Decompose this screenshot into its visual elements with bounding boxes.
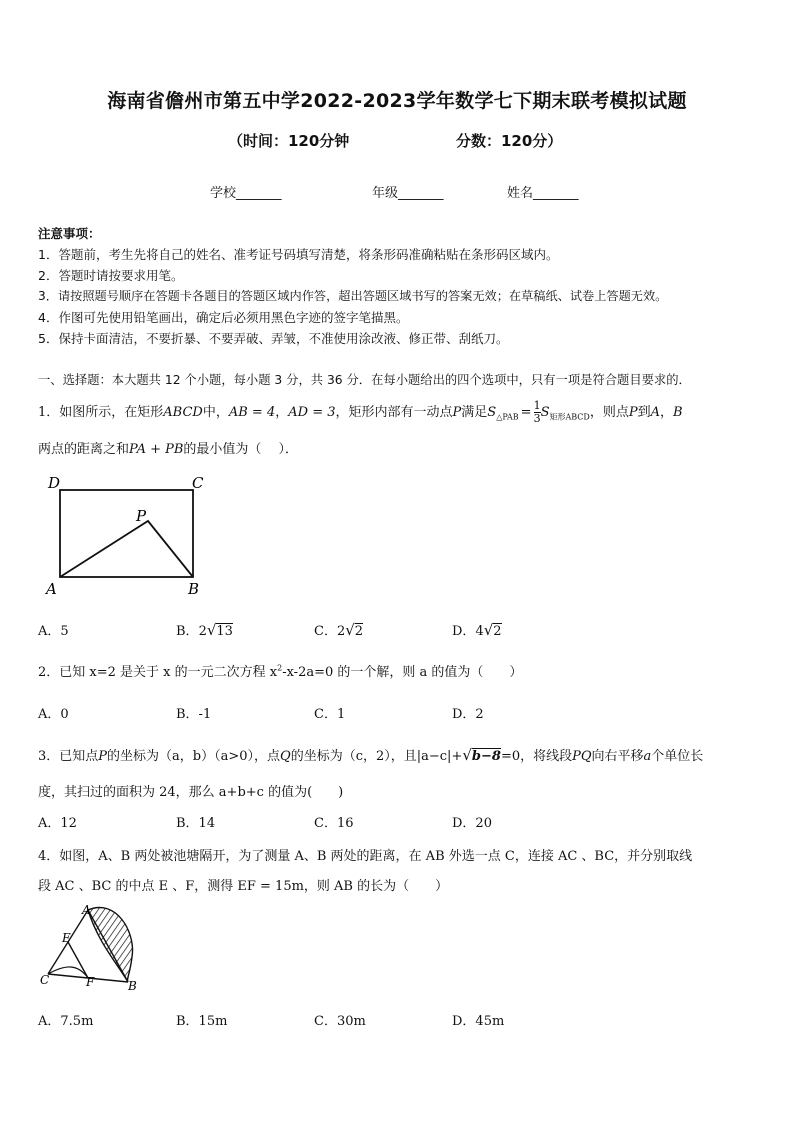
q1-text: ，矩形内部有一动点 bbox=[335, 405, 453, 420]
q1-text: 到 bbox=[637, 405, 651, 420]
label-a: A bbox=[82, 903, 91, 917]
q1-line1: 1．如图所示，在矩形ABCD中，AB = 4，AD = 3，矩形内部有一动点P满足$S_{\triangle PAB}$ = $\frac{1}{3}$ $S_{矩形ABCD}$，则点P到A，B bbox=[38, 399, 683, 425]
exam-time: （时间：120分钟 bbox=[228, 132, 350, 150]
grade-field[interactable]: 年级_______ bbox=[372, 186, 444, 201]
q1-ab: AB = 4 bbox=[228, 405, 276, 420]
q1-area-symbol: S bbox=[540, 405, 550, 420]
label-e: E bbox=[62, 931, 71, 945]
q4-option-b[interactable]: B．15m bbox=[176, 1014, 228, 1029]
exam-score: 分数：120分） bbox=[456, 132, 563, 150]
label-b: B bbox=[188, 580, 200, 596]
q1-area-sub: △PAB bbox=[496, 412, 519, 422]
notice-item: 3．请按照题号顺序在答题卡各题目的答题区域内作答，超出答题区域书写的答案无效；在草稿纸、试卷上答题无效。 bbox=[38, 289, 668, 303]
label-c: C bbox=[192, 474, 204, 492]
notice-item: 4．作图可先使用铅笔画出，确定后必须用黑色字迹的签字笔描黑。 bbox=[38, 310, 409, 325]
q1-text: 满足 bbox=[461, 405, 488, 420]
q3-line1: 3．已知点P的坐标为（a，b）（a>0），点Q的坐标为（c，2），且|a−c|+√b−8=0，将线段PQ向右平移a个单位长 bbox=[38, 746, 704, 764]
q2-option-b[interactable]: B．-1 bbox=[176, 707, 212, 722]
q2-option-a[interactable]: A．0 bbox=[38, 707, 69, 722]
q1-comma: ， bbox=[275, 405, 289, 420]
q2-stem: 2．已知 x=2 是关于 x 的一元二次方程 $x^2-x-2a=0$ 的一个解，则 a 的值为（ ） bbox=[38, 663, 523, 680]
section-heading: 一、选择题：本大题共 12 个小题，每小题 3 分，共 36 分．在每小题给出的四个选项中，只有一项是符合题目要求的． bbox=[38, 373, 691, 387]
label-a: A bbox=[46, 580, 57, 596]
q1-option-a[interactable]: A．5 bbox=[38, 624, 69, 639]
q1-eq: = bbox=[520, 405, 532, 420]
q3-option-a[interactable]: A．12 bbox=[38, 816, 77, 831]
q3-option-c[interactable]: C．16 bbox=[314, 816, 354, 831]
q4-figure bbox=[36, 902, 146, 994]
label-p: P bbox=[136, 507, 147, 525]
notice-item: 5．保持卡面清洁，不要折暴、不要弄破、弄皱，不准使用涂改液、修正带、刮纸刀。 bbox=[38, 331, 509, 346]
q1-fraction: $\frac{1}{3}$ bbox=[533, 399, 541, 425]
q1-expression: PA + PB bbox=[129, 442, 184, 457]
name-field[interactable]: 姓名_______ bbox=[507, 186, 579, 201]
q4-line2: 段 AC 、BC 的中点 E 、F，测得 EF = 15m，则 AB 的长为（ ） bbox=[38, 879, 449, 894]
label-b: B bbox=[128, 979, 137, 993]
label-d: D bbox=[48, 474, 61, 492]
label-f: F bbox=[86, 975, 95, 989]
q4-option-d[interactable]: D．45m bbox=[452, 1014, 505, 1029]
q1-point-a: A bbox=[650, 405, 660, 420]
q4-option-a[interactable]: A．7.5m bbox=[38, 1014, 94, 1029]
q2-option-c[interactable]: C．1 bbox=[314, 707, 346, 722]
pond-shape bbox=[88, 908, 133, 982]
q1-line2: 两点的距离之和PA + PB的最小值为（ ）． bbox=[38, 442, 299, 457]
school-field[interactable]: 学校_______ bbox=[210, 186, 282, 201]
label-c: C bbox=[40, 973, 50, 987]
q1-area-sub: 矩形ABCD bbox=[549, 412, 590, 422]
q1-rect-name: ABCD bbox=[163, 405, 203, 420]
q4-line1: 4．如图，A、B 两处被池塘隔开，为了测量 A、B 两处的距离，在 AB 外选一点 C，连接 AC 、BC，并分别取线 bbox=[38, 849, 693, 864]
notice-item: 2．答题时请按要求用笔。 bbox=[38, 268, 184, 283]
q1-text: 中， bbox=[202, 405, 229, 420]
q1-text: ，则点 bbox=[589, 405, 629, 420]
q3-line2: 度，其扫过的面积为 24，那么 a+b+c 的值为( ) bbox=[38, 785, 344, 800]
q2-option-d[interactable]: D．2 bbox=[452, 707, 484, 722]
notice-heading: 注意事项： bbox=[38, 226, 101, 241]
q3-option-d[interactable]: D．20 bbox=[452, 816, 492, 831]
q4-option-c[interactable]: C．30m bbox=[314, 1014, 366, 1029]
q1-point-p: P bbox=[628, 405, 638, 420]
q1-option-d[interactable]: D．4√2 bbox=[452, 621, 502, 639]
q1-text: 1．如图所示，在矩形 bbox=[38, 405, 164, 420]
segment-ef bbox=[68, 942, 88, 978]
triangle-pab bbox=[60, 521, 193, 577]
notice-item: 1．答题前，考生先将自己的姓名、准考证号码填写清楚，将条形码准确粘贴在条形码区域内。 bbox=[38, 247, 559, 262]
exam-title: 海南省儋州市第五中学2022-2023学年数学七下期末联考模拟试题 bbox=[107, 90, 687, 112]
q1-option-b[interactable]: B．2√13 bbox=[176, 621, 233, 639]
q1-point-p: P bbox=[452, 405, 462, 420]
q1-option-c[interactable]: C．2√2 bbox=[314, 621, 364, 639]
q1-area-symbol: S bbox=[487, 405, 497, 420]
q1-ad: AD = 3 bbox=[288, 405, 336, 420]
q1-point-b: B bbox=[673, 405, 683, 420]
q3-option-b[interactable]: B．14 bbox=[176, 816, 216, 831]
q1-figure bbox=[40, 474, 210, 596]
